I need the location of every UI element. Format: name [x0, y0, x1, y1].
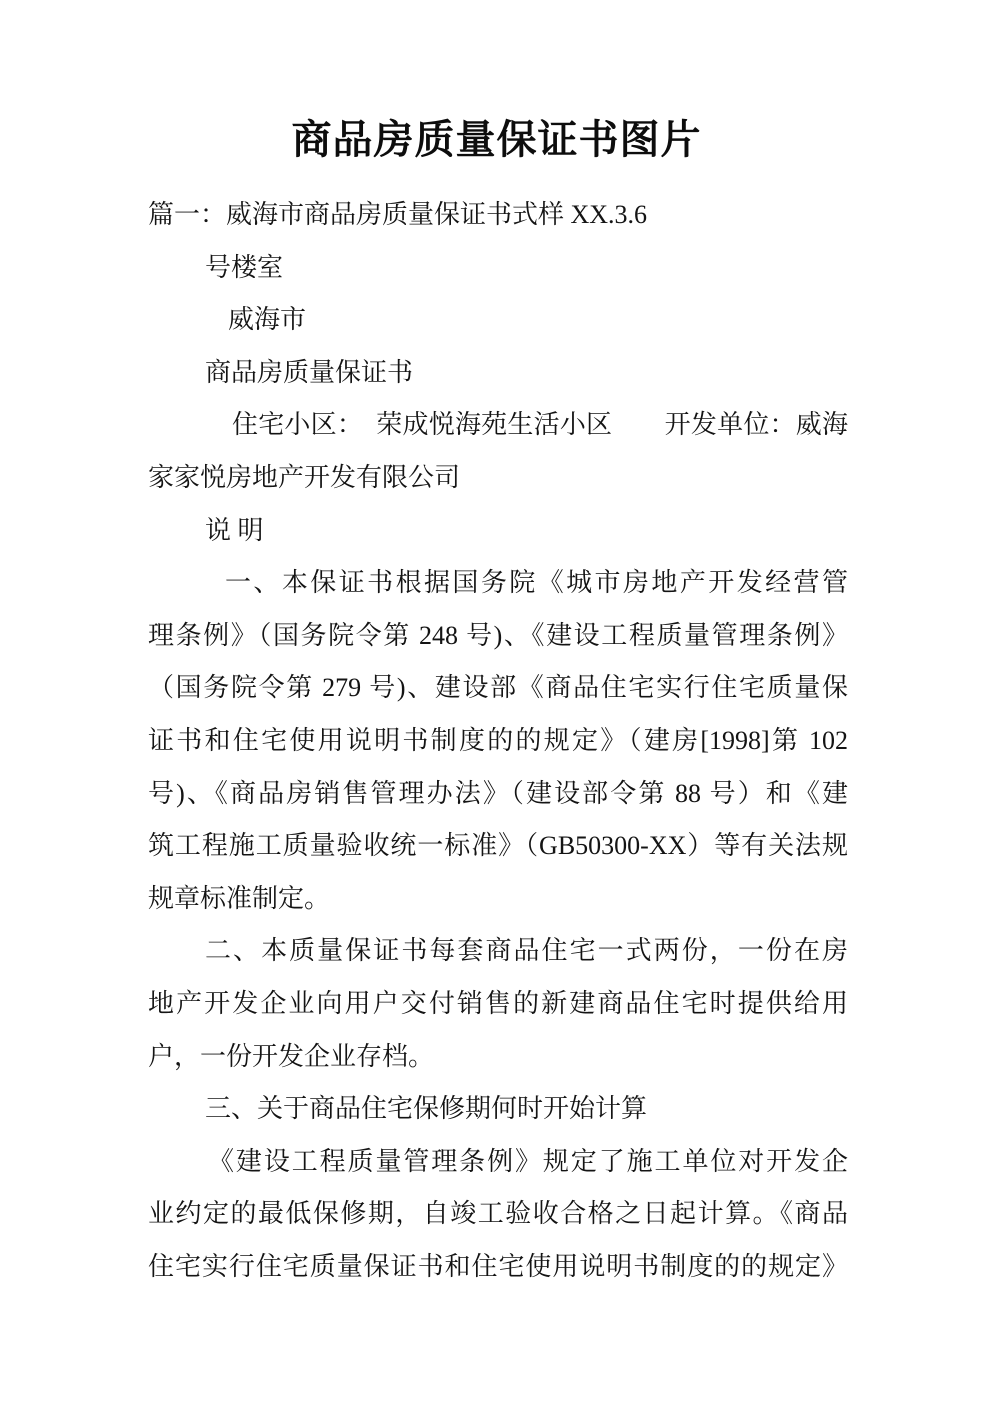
text-line: 三、关于商品住宅保修期何时开始计算 [205, 1094, 648, 1124]
text-line: 住宅小区： 荣成悦海苑生活小区 开发单位：威海 [232, 410, 848, 440]
text-line: 地产开发企业向用户交付销售的新建商品住宅时提供给用 [148, 988, 848, 1018]
text-line: 证书和住宅使用说明书制度的的规定》（建房[1998]第 102 [148, 725, 848, 755]
text-line: 筑工程施工质量验收统一标准》（GB50300-XX）等有关法规 [148, 831, 848, 861]
text-line: 《建设工程质量管理条例》规定了施工单位对开发企 [208, 1146, 848, 1176]
text-line: 住宅实行住宅质量保证书和住宅使用说明书制度的的规定》 [148, 1251, 848, 1281]
text-line: 理条例》（国务院令第 248 号)、《建设工程质量管理条例》 [148, 620, 848, 650]
text-line: 威海市 [228, 305, 307, 335]
text-line: 户，一份开发企业存档。 [148, 1041, 435, 1071]
text-line: 业约定的最低保修期，自竣工验收合格之日起计算。《商品 [148, 1199, 848, 1229]
text-line: 规章标准制定。 [148, 883, 331, 913]
text-line: 号楼室 [205, 252, 284, 282]
text-line: 商品房质量保证书 [205, 357, 414, 387]
text-line: 一、本保证书根据国务院《城市房地产开发经营管 [225, 568, 848, 598]
text-line: 二、本质量保证书每套商品住宅一式两份，一份在房 [205, 936, 848, 966]
text-line: 家家悦房地产开发有限公司 [148, 462, 461, 492]
document-lines [148, 189, 848, 1293]
text-line: 号)、《商品房销售管理办法》（建设部令第 88 号）和《建 [148, 778, 848, 808]
document-title: 商品房质量保证书图片 [291, 117, 702, 162]
text-line: 篇一：威海市商品房质量保证书式样 XX.3.6 [148, 200, 648, 229]
text-line: （国务院令第 279 号)、建设部《商品住宅实行住宅质量保 [148, 673, 848, 703]
text-line: 说 明 [205, 515, 264, 545]
